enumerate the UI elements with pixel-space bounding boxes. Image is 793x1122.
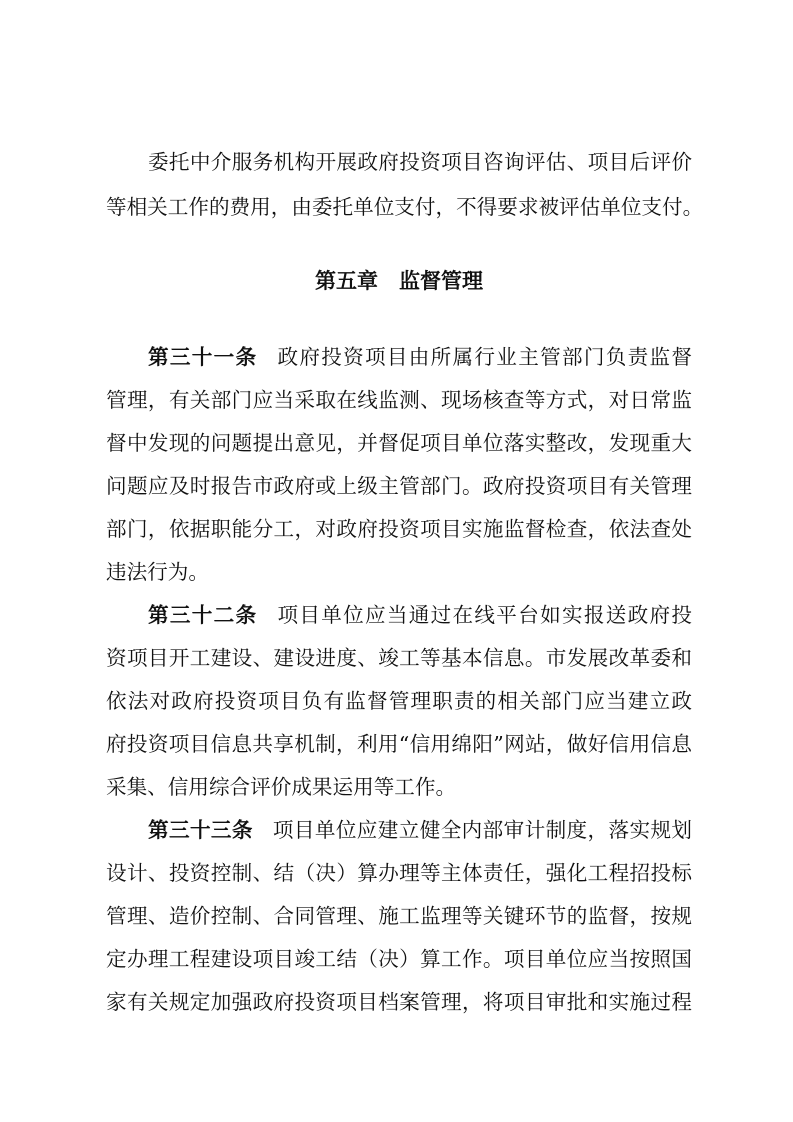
article-32-line-5: 采集、信用综合评价成果运用等工作。 [106, 775, 457, 799]
article-32-line-3: 依法对政府投资项目负有监督管理职责的相关部门应当建立政 [106, 689, 692, 713]
article-31-line-4: 问题应及时报告市政府或上级主管部门。政府投资项目有关管理 [106, 474, 692, 498]
article-33-line-2: 设计、投资控制、结（决）算办理等主体责任，强化工程招投标 [106, 861, 692, 885]
article-33-number: 第三十三条 [148, 818, 253, 842]
intro-line-1: 委托中介服务机构开展政府投资项目咨询评估、项目后评价 [148, 150, 692, 174]
article-32-number: 第三十二条 [148, 603, 258, 627]
article-33-text: 项目单位应建立健全内部审计制度，落实规划 [272, 818, 693, 842]
article-31-line-5: 部门，依据职能分工，对政府投资项目实施监督检查，依法查处 [106, 517, 692, 541]
article-33-line-4: 定办理工程建设项目竣工结（决）算工作。项目单位应当按照国 [106, 947, 692, 971]
article-32-text: 项目单位应当通过在线平台如实报送政府投 [277, 603, 692, 627]
article-33-line-5: 家有关规定加强政府投资项目档案管理，将项目审批和实施过程 [106, 990, 692, 1014]
article-32-line-2: 资项目开工建设、建设进度、竣工等基本信息。市发展改革委和 [106, 646, 692, 670]
article-31-line-6: 违法行为。 [106, 560, 209, 584]
article-31-first-line [148, 342, 692, 372]
article-32-line-4: 府投资项目信息共享机制，利用“信用绵阳”网站，做好信用信息 [106, 732, 692, 756]
article-32-first-line [148, 600, 692, 630]
article-31-number: 第三十一条 [148, 345, 258, 369]
article-33-first-line [148, 815, 692, 845]
chapter-title: 第五章 监督管理 [315, 269, 483, 293]
article-31-line-3: 督中发现的问题提出意见，并督促项目单位落实整改，发现重大 [106, 431, 692, 455]
article-33-line-3: 管理、造价控制、合同管理、施工监理等关键环节的监督，按规 [106, 904, 692, 928]
intro-line-2: 等相关工作的费用，由委托单位支付，不得要求被评估单位支付。 [106, 195, 704, 219]
article-31-text: 政府投资项目由所属行业主管部门负责监督 [277, 345, 692, 369]
article-31-line-2: 管理，有关部门应当采取在线监测、现场核查等方式，对日常监 [106, 388, 692, 412]
